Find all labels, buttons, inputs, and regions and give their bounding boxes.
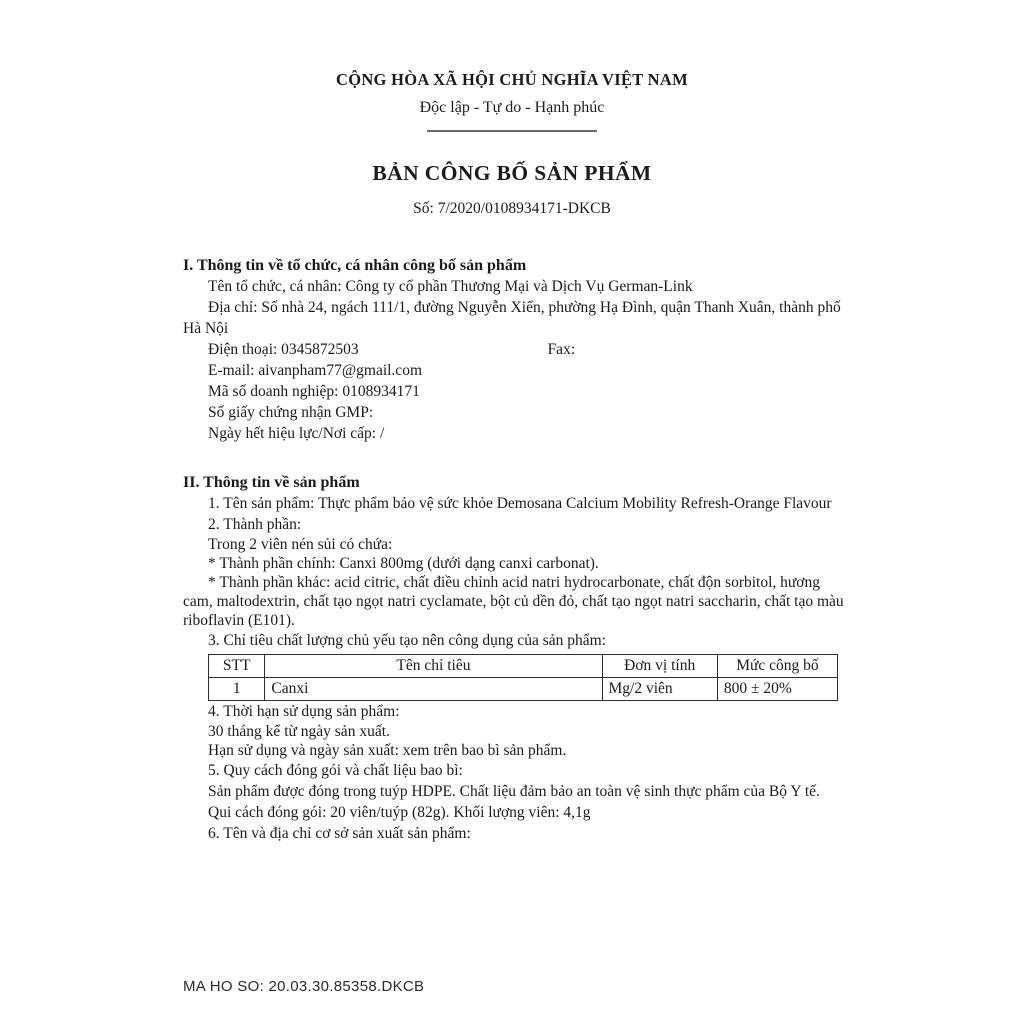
table-cell-stt: 1 — [209, 678, 265, 701]
section2-heading: II. Thông tin về sản phẩm — [183, 474, 360, 491]
national-motto-line1: CỘNG HÒA XÃ HỘI CHỦ NGHĨA VIỆT NAM — [335, 70, 688, 89]
shelf-life-heading: 4. Thời hạn sử dụng sản phẩm: — [208, 703, 400, 720]
organization-address: Địa chỉ: Số nhà 24, ngách 111/1, đường Nguyễn Xiển, phường Hạ Đình, quận Thanh Xuân, thành phố Hà Nội — [183, 299, 841, 337]
section1-heading: I. Thông tin về tổ chức, cá nhân công bố sản phẩm — [183, 257, 527, 274]
table-cell-name: Canxi — [265, 678, 602, 701]
quality-criteria-table — [208, 654, 838, 701]
main-ingredient: * Thành phần chính: Canxi 800mg (dưới dạng canxi carbonat). — [208, 555, 599, 572]
ingredients-intro: Trong 2 viên nén sủi có chứa: — [208, 536, 393, 553]
header-divider — [427, 130, 597, 132]
table-row — [209, 678, 838, 701]
gmp-certificate: Số giấy chứng nhận GMP: — [208, 404, 374, 421]
email-value: E-mail: aivanpham77@gmail.com — [208, 362, 422, 379]
file-code: MA HO SO: 20.03.30.85358.DKCB — [183, 978, 425, 995]
packaging-spec: Qui cách đóng gói: 20 viên/tuýp (82g). Khối lượng viên: 4,1g — [208, 804, 591, 821]
business-code: Mã số doanh nghiệp: 0108934171 — [208, 383, 420, 400]
section-product-info — [183, 472, 848, 844]
national-motto-line2: Độc lập - Tự do - Hạnh phúc — [419, 99, 605, 116]
table-cell-unit: Mg/2 viên — [602, 678, 717, 701]
table-header-level: Mức công bố — [717, 655, 837, 678]
table-header-row — [209, 655, 838, 678]
section-organization-info — [183, 255, 848, 444]
phone-value: Điện thoại: 0345872503 — [208, 341, 359, 358]
fax-label: Fax: — [547, 341, 576, 358]
expiry-place: Ngày hết hiệu lực/Nơi cấp: / — [208, 425, 385, 442]
ingredients-heading: 2. Thành phần: — [208, 516, 302, 533]
shelf-life-note: Hạn sử dụng và ngày sản xuất: xem trên bao bì sản phẩm. — [208, 742, 567, 759]
quality-criteria-heading: 3. Chỉ tiêu chất lượng chủ yếu tạo nên công dụng của sản phẩm: — [208, 632, 606, 649]
other-ingredients: * Thành phần khác: acid citric, chất điều chỉnh acid natri hydrocarbonate, chất độn sorbitol, hương cam, maltodextrin, chất tạo ngọt natri cyclamate, bột củ dền đỏ, chất tạo ngọt natri saccharin, chất tạo màu riboflavin (E101). — [183, 574, 844, 629]
organization-name: Tên tổ chức, cá nhân: Công ty cổ phần Thương Mại và Dịch Vụ German-Link — [208, 278, 693, 295]
packaging-heading: 5. Quy cách đóng gói và chất liệu bao bì: — [208, 762, 463, 779]
table-header-unit: Đơn vị tính — [602, 655, 717, 678]
table-header-stt: STT — [209, 655, 265, 678]
table-cell-level: 800 ± 20% — [717, 678, 837, 701]
phone-fax-line — [183, 339, 848, 360]
document-header — [0, 70, 1024, 219]
product-name: 1. Tên sản phẩm: Thực phẩm bảo vệ sức khỏe Demosana Calcium Mobility Refresh-Orange Flavour — [208, 495, 832, 512]
packaging-material: Sản phẩm được đóng trong tuýp HDPE. Chất liệu đảm bảo an toàn vệ sinh thực phẩm của Bộ Y tế. — [208, 783, 820, 800]
manufacturer-heading: 6. Tên và địa chỉ cơ sở sản xuất sản phẩm: — [208, 825, 471, 842]
document-number: Số: 7/2020/0108934171-DKCB — [413, 200, 611, 217]
table-header-name: Tên chỉ tiêu — [265, 655, 602, 678]
document-title: BẢN CÔNG BỐ SẢN PHẨM — [372, 161, 652, 185]
shelf-life-duration: 30 tháng kể từ ngày sản xuất. — [208, 723, 390, 740]
